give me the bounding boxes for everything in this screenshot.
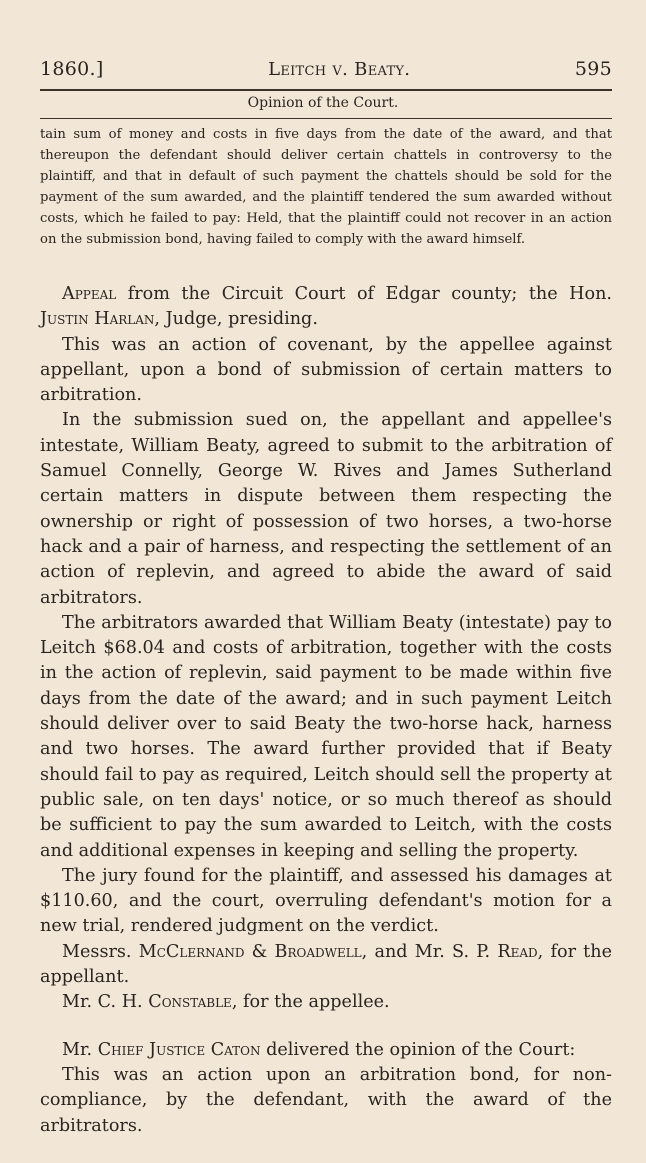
opinion-b: delivered the opinion of the Court: <box>260 1039 576 1060</box>
header-page-number: 595 <box>574 58 612 80</box>
counsel-a: Messrs. <box>62 941 139 962</box>
chief-justice-name: Chief Justice Caton <box>97 1039 261 1060</box>
appeal-tail: , Judge, presiding. <box>154 309 318 330</box>
paragraph-appeal <box>40 282 612 333</box>
judge-name: Justin Harlan <box>40 309 155 330</box>
opinion-a: Mr. <box>62 1039 98 1060</box>
subheading-rule <box>40 118 612 119</box>
paragraph-2: This was an action of covenant, by the appellee against appellant, upon a bond of submission of certain matters to arbitration. <box>40 334 612 406</box>
appellee-b: , for the appellee. <box>231 992 390 1013</box>
paragraph-counsel-appellant <box>40 940 612 991</box>
body-text <box>40 282 612 1139</box>
appellee-name: Constable <box>148 992 232 1013</box>
counsel-c: , for the appellant. <box>40 941 612 988</box>
section-subheading: Opinion of the Court. <box>247 95 399 111</box>
paragraph-3: In the submission sued on, the appellant and appellee's intestate, William Beaty, agreed to submit to the arbitration of Samuel Connelly, George W. Rives and James Sutherland certain matters in dispute between them respecting the ownership or right of possession of two horses, a two-horse hack and a pair of harness, and respecting the settlement of an action of replevin, and agreed to abide the award of said arbitrators. <box>40 410 612 608</box>
header-rule <box>40 89 612 91</box>
paragraph-counsel-appellee <box>40 990 612 1015</box>
paragraph-5: The jury found for the plaintiff, and assessed his damages at $110.60, and the court, overruling defendant's motion for a new trial, rendered judgment on the verdict. <box>40 865 612 937</box>
counsel-read: Read <box>497 941 538 962</box>
header-case-title: Leitch v. Beaty. <box>268 59 411 80</box>
paragraph-opinion-intro <box>40 1038 612 1063</box>
header-year: 1860.] <box>40 58 104 80</box>
counsel-names: McClernand & Broadwell <box>138 941 362 962</box>
counsel-b: , and Mr. S. P. <box>361 941 498 962</box>
running-header <box>40 58 612 80</box>
paragraph-4: The arbitrators awarded that William Beaty (intestate) pay to Leitch $68.04 and costs of arbitration, together with the costs in the action of replevin, said payment to be made within five days from the date of the award; and in such payment Leitch should deliver over to said Beaty the two-horse hack, harness and two horses. The award further provided that if Beaty should fail to pay as required, Leitch should sell the property at public sale, on ten days' notice, or so much thereof as should be sufficient to pay the sum awarded to Leitch, with the costs and additional expenses in keeping and selling the property. <box>40 612 612 861</box>
appellee-a: Mr. C. H. <box>62 992 149 1013</box>
appeal-lead: Appeal <box>62 284 117 304</box>
appeal-text: from the Circuit Court of Edgar county; the Hon. <box>116 284 612 304</box>
paragraph-gap <box>40 1016 612 1038</box>
headnote: tain sum of money and costs in five days from the date of the award, and that thereupon the defendant should deliver certain chattels in controversy to the plaintiff, and that in default of such payment the chattels should be sold for the payment of the sum awarded, and the plaintiff tendered the sum awarded without costs, which he failed to pay: Held, that the plaintiff could not recover in an action on the submission bond, having failed to comply with the award himself. <box>40 127 612 247</box>
paragraph-opinion: This was an action upon an arbitration bond, for non-compliance, by the defendant, with the award of the arbitrators. <box>40 1064 612 1136</box>
